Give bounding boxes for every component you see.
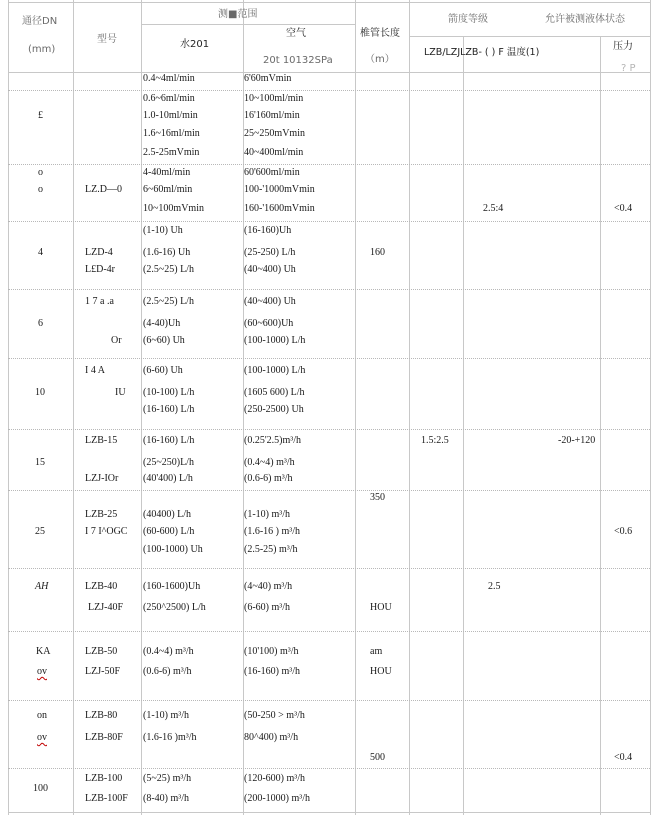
- pipe-length-cell: 160: [370, 247, 385, 258]
- dn-cell: 25: [35, 526, 45, 537]
- water-range-cell: (16-160) L/h: [143, 435, 195, 446]
- air-range-cell: (100-1000) L/h: [244, 365, 306, 376]
- row-divider: [8, 358, 650, 359]
- row-divider: [8, 700, 650, 701]
- air-range-cell: 40~400ml/min: [244, 147, 304, 158]
- water-range-cell: (100-1000) Uh: [143, 544, 203, 555]
- air-range-cell: (100-1000) L/h: [244, 335, 306, 346]
- pressure-cell: <0.4: [614, 203, 633, 214]
- water-range-cell: (4-40)Uh: [143, 318, 181, 329]
- dn-cell: ov: [37, 666, 47, 677]
- air-range-cell: 25~250mVmin: [244, 128, 305, 139]
- water-range-cell: 2.5-25mVmin: [143, 147, 200, 158]
- grid-line-v: [463, 36, 464, 815]
- grid-line-v: [8, 0, 9, 815]
- grid-line-v: [600, 36, 601, 815]
- pressure-cell: <0.6: [614, 526, 633, 537]
- water-range-cell: (0.4~4) m³/h: [143, 646, 194, 657]
- air-range-cell: 60'600ml/min: [244, 167, 300, 178]
- air-range-cell: 10~100ml/min: [244, 93, 304, 104]
- model-cell: IU: [115, 387, 126, 398]
- air-range-cell: (40~400) Uh: [244, 264, 296, 275]
- header-water: 水201: [180, 39, 210, 50]
- model-cell: LZJ-50F: [85, 666, 120, 677]
- water-range-cell: (1-10) m³/h: [143, 710, 190, 721]
- row-divider: [8, 429, 650, 430]
- model-cell: LZB-50: [85, 646, 118, 657]
- header-allowed-state: 允许被测液体状态: [545, 14, 625, 25]
- air-range-cell: (4~40) m³/h: [244, 581, 293, 592]
- header-range-group: 测■范围: [218, 9, 258, 20]
- row-divider: [8, 490, 650, 491]
- air-range-cell: (2.5-25) m³/h: [244, 544, 298, 555]
- water-range-cell: (25~250)L/h: [143, 457, 194, 468]
- model-cell: LZB-40: [85, 581, 118, 592]
- model-cell: LZB-100: [85, 773, 123, 784]
- grid-line-v: [73, 0, 74, 815]
- dn-cell: £: [38, 110, 43, 121]
- water-range-cell: 1.0-10ml/min: [143, 110, 198, 121]
- water-range-cell: (16-160) L/h: [143, 404, 195, 415]
- water-range-cell: 6~60ml/min: [143, 184, 193, 195]
- header-pipe-unit: （m）: [365, 54, 395, 65]
- air-range-cell: (16-160)Uh: [244, 225, 292, 236]
- accuracy-cell: 2.5: [488, 581, 501, 592]
- dn-cell: 15: [35, 457, 45, 468]
- air-range-cell: (1-10) m³/h: [244, 509, 291, 520]
- air-range-cell: 100-'1000mVmin: [244, 184, 315, 195]
- model-cell: LZD-4: [85, 247, 113, 258]
- dn-cell: 100: [33, 783, 48, 794]
- air-range-cell: 6'60mVmin: [244, 73, 292, 84]
- accuracy-cell: 1.5:2.5: [421, 435, 449, 446]
- model-cell: LZB-100F: [85, 793, 128, 804]
- header-pressure: 压力: [613, 41, 633, 52]
- pipe-length-cell: HOU: [370, 666, 392, 677]
- water-range-cell: (6~60) Uh: [143, 335, 185, 346]
- header-air-conditions: 20t 10132SPa: [263, 55, 333, 66]
- header-model: 型号: [97, 34, 117, 45]
- header-temperature: LZB/LZJLZB- ( ) F 温度(1): [424, 47, 540, 58]
- air-range-cell: (6-60) m³/h: [244, 602, 291, 613]
- header-dn-unit: (mm): [28, 44, 56, 55]
- air-range-cell: (16-160) m³/h: [244, 666, 301, 677]
- row-divider: [8, 221, 650, 222]
- water-range-cell: (0.6-6) m³/h: [143, 666, 192, 677]
- row-divider: [8, 90, 650, 91]
- header-pressure-partial: ? P: [621, 63, 636, 74]
- air-range-cell: (250-2500) Uh: [244, 404, 304, 415]
- grid-line-v: [355, 0, 356, 815]
- temperature-cell: -20-+120: [558, 435, 596, 446]
- air-range-cell: (40~400) Uh: [244, 296, 296, 307]
- water-range-cell: (60-600) L/h: [143, 526, 195, 537]
- dn-cell: KA: [36, 646, 51, 657]
- pipe-length-cell: 500: [370, 752, 385, 763]
- row-divider: [8, 631, 650, 632]
- dn-cell: on: [37, 710, 47, 721]
- air-range-cell: (120-600) m³/h: [244, 773, 306, 784]
- row-divider: [8, 164, 650, 165]
- water-range-cell: (5~25) m³/h: [143, 773, 192, 784]
- model-cell: I 4 A: [85, 365, 105, 376]
- table-bottom-border: [8, 812, 650, 813]
- air-range-cell: (50-250 > m³/h: [244, 710, 305, 721]
- air-range-cell: (1605 600) L/h: [244, 387, 305, 398]
- header-air: 空气: [286, 28, 306, 39]
- row-divider: [8, 289, 650, 290]
- model-cell: 1 7 a .a: [85, 296, 114, 307]
- water-range-cell: 0.4~4ml/min: [143, 73, 195, 84]
- model-cell: LZJ-IOr: [85, 473, 119, 484]
- water-range-cell: (8-40) m³/h: [143, 793, 190, 804]
- water-range-cell: 10~100mVmin: [143, 203, 204, 214]
- air-range-cell: 160-'1600mVmin: [244, 203, 315, 214]
- pipe-length-cell: am: [370, 646, 383, 657]
- air-range-cell: (0.25'2.5)m³/h: [244, 435, 302, 446]
- model-cell: LZB-80: [85, 710, 118, 721]
- header-top-border: [8, 2, 650, 3]
- dn-cell: 10: [35, 387, 45, 398]
- water-range-cell: (1-10) Uh: [143, 225, 183, 236]
- air-range-cell: (10'100) m³/h: [244, 646, 299, 657]
- model-cell: LZB-15: [85, 435, 118, 446]
- model-cell: LZJ-40F: [88, 602, 123, 613]
- header-sub-border: [409, 36, 650, 37]
- dn-cell: 6: [38, 318, 43, 329]
- header-accuracy: 箭度等级: [448, 14, 488, 25]
- water-range-cell: (1.6-16) Uh: [143, 247, 191, 258]
- water-range-cell: (6-60) Uh: [143, 365, 183, 376]
- pressure-cell: <0.4: [614, 752, 633, 763]
- model-cell: Or: [111, 335, 122, 346]
- pipe-length-cell: 350: [370, 492, 385, 503]
- grid-line-v: [409, 0, 410, 815]
- air-range-cell: (1.6-16 ) m³/h: [244, 526, 301, 537]
- dn-cell: AH: [35, 581, 49, 592]
- pipe-length-cell: HOU: [370, 602, 392, 613]
- grid-line-v: [141, 0, 142, 815]
- accuracy-cell: 2.5:4: [483, 203, 504, 214]
- water-range-cell: (1.6-16 )m³/h: [143, 732, 197, 743]
- model-cell: L£D-4r: [85, 264, 115, 275]
- air-range-cell: 80^400) m³/h: [244, 732, 299, 743]
- header-pipe-length: 椎管长度: [360, 28, 400, 39]
- dn-cell: o: [38, 184, 43, 195]
- model-cell: I 7 I^OGC: [85, 526, 128, 537]
- header-sub-border: [141, 24, 355, 25]
- row-divider: [8, 568, 650, 569]
- model-cell: LZB-25: [85, 509, 118, 520]
- air-range-cell: (25-250) L/h: [244, 247, 296, 258]
- water-range-cell: 1.6~16ml/min: [143, 128, 200, 139]
- water-range-cell: 0.6~6ml/min: [143, 93, 195, 104]
- water-range-cell: (40400) L/h: [143, 509, 192, 520]
- air-range-cell: (200-1000) m³/h: [244, 793, 311, 804]
- water-range-cell: (250^2500) L/h: [143, 602, 206, 613]
- header-bottom-border: [8, 72, 650, 73]
- model-cell: LZ.D—0: [85, 184, 122, 195]
- water-range-cell: (40'400) L/h: [143, 473, 193, 484]
- water-range-cell: 4-40ml/min: [143, 167, 191, 178]
- model-cell: LZB-80F: [85, 732, 123, 743]
- water-range-cell: (2.5~25) L/h: [143, 296, 194, 307]
- air-range-cell: (0.4~4) m³/h: [244, 457, 295, 468]
- grid-line-v: [650, 0, 651, 815]
- dn-cell: 4: [38, 247, 43, 258]
- header-dn-label: 通径DN: [22, 16, 58, 27]
- dn-cell: ov: [37, 732, 47, 743]
- dn-cell: o: [38, 167, 43, 178]
- air-range-cell: (0.6-6) m³/h: [244, 473, 293, 484]
- air-range-cell: 16'160ml/min: [244, 110, 300, 121]
- air-range-cell: (60~600)Uh: [244, 318, 294, 329]
- water-range-cell: (2.5~25) L/h: [143, 264, 194, 275]
- water-range-cell: (10-100) L/h: [143, 387, 195, 398]
- water-range-cell: (160-1600)Uh: [143, 581, 201, 592]
- row-divider: [8, 768, 650, 769]
